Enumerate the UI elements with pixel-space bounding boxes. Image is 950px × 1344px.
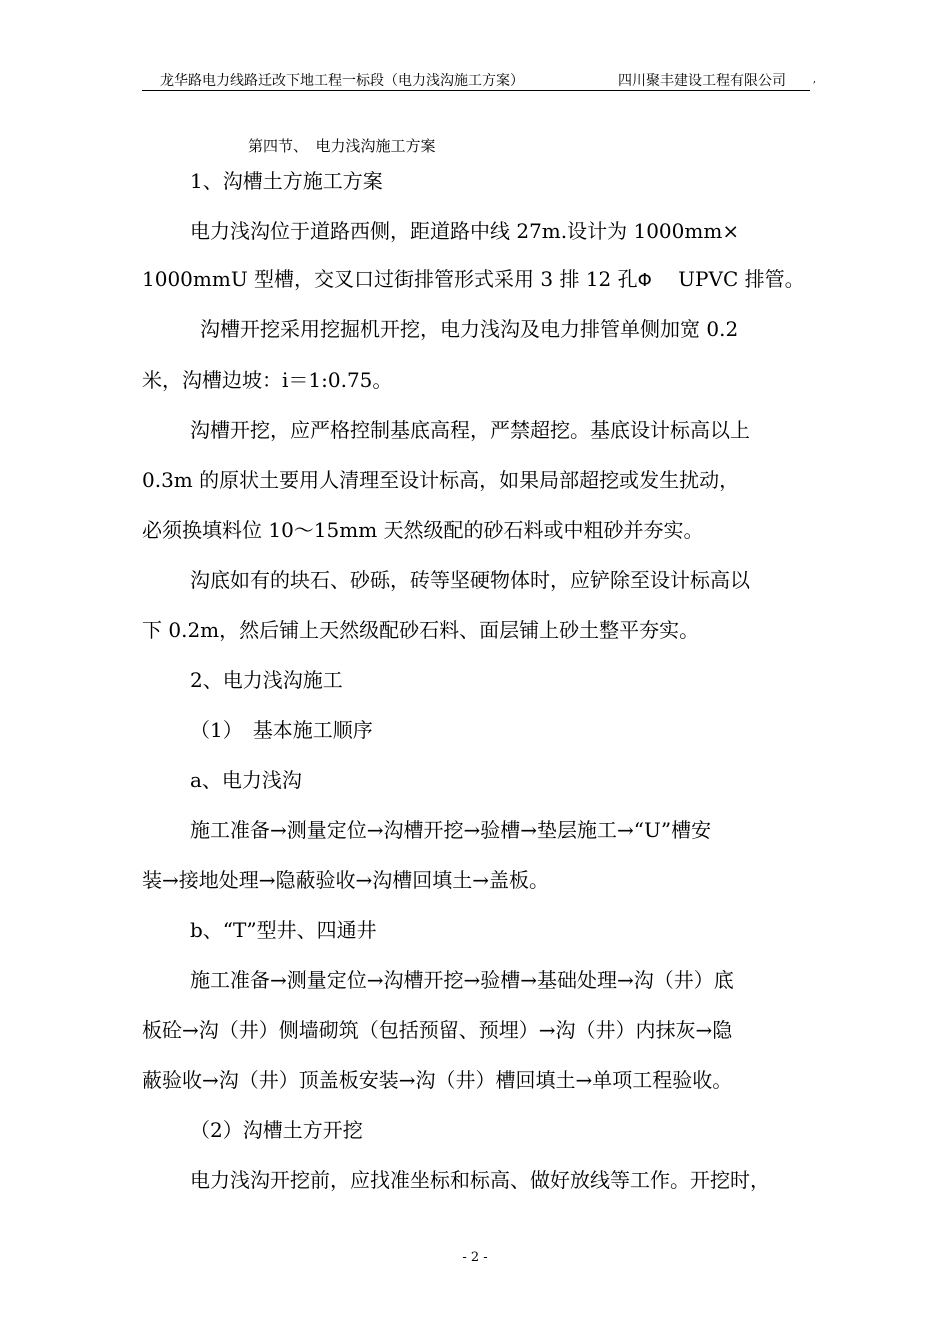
paragraph-line: 下 0.2m，然后铺上天然级配砂石料、面层铺上砂土整平夯实。 (142, 618, 700, 642)
paragraph-line: 沟底如有的块石、砂砾，砖等坚硬物体时，应铲除至设计标高以 (190, 568, 750, 592)
section-title: 第四节、 电力浅沟施工方案 (248, 137, 436, 155)
paragraph-line: 0.3m 的原状土要用人清理至设计标高，如果局部超挖或发生扰动， (142, 468, 740, 492)
header-mark: , (812, 74, 816, 85)
paragraph-line: 蔽验收→沟（井）顶盖板安装→沟（井）槽回填土→单项工程验收。 (142, 1068, 733, 1092)
page-header (142, 64, 816, 91)
paragraph-line: 必须换填料位 10～15mm 天然级配的砂石料或中粗砂并夯实。 (142, 518, 704, 542)
paragraph-line: 装→接地处理→隐蔽验收→沟槽回填土→盖板。 (142, 868, 550, 892)
subheading-t-well: b、“T”型井、四通井 (190, 918, 377, 942)
subheading-trench-excavation: （2）沟槽土方开挖 (190, 1118, 363, 1142)
paragraph-line: 板砼→沟（井）侧墙砌筑（包括预留、预埋）→沟（井）内抹灰→隐 (142, 1018, 733, 1042)
paragraph-line: 米，沟槽边坡：i＝1:0.75。 (142, 368, 393, 392)
paragraph-line: 沟槽开挖采用挖掘机开挖，电力浅沟及电力排管单侧加宽 0.2 (200, 317, 739, 341)
paragraph-text: UPVC 排管。 (651, 267, 805, 291)
paragraph-line: 施工准备→测量定位→沟槽开挖→验槽→基础处理→沟（井）底 (190, 968, 734, 992)
heading-power-trench-construction: 2、电力浅沟施工 (190, 668, 343, 692)
header-project-title: 龙华路电力线路迁改下地工程一标段（电力浅沟施工方案） (160, 73, 524, 89)
paragraph-line: 电力浅沟开挖前，应找准坐标和标高、做好放线等工作。开挖时， (190, 1168, 770, 1192)
paragraph-line: 电力浅沟位于道路西侧，距道路中线 27m.设计为 1000mm× (190, 219, 740, 243)
header-company-name: 四川聚丰建设工程有限公司 (618, 73, 786, 89)
paragraph-line: 施工准备→测量定位→沟槽开挖→验槽→垫层施工→“U”槽安 (190, 818, 712, 842)
paragraph-text: 1000mmU 型槽，交叉口过街排管形式采用 3 排 12 孔 (142, 267, 638, 291)
paragraph-line (142, 266, 812, 294)
paragraph-line: 沟槽开挖，应严格控制基底高程，严禁超挖。基底设计标高以上 (190, 418, 750, 442)
subheading-power-trench: a、电力浅沟 (190, 768, 302, 792)
page-number: - 2 - (462, 1250, 488, 1265)
heading-trench-earthwork: 1、沟槽土方施工方案 (190, 169, 383, 193)
phi-symbol: Φ (637, 270, 652, 291)
subheading-construction-sequence: （1） 基本施工顺序 (190, 718, 373, 742)
